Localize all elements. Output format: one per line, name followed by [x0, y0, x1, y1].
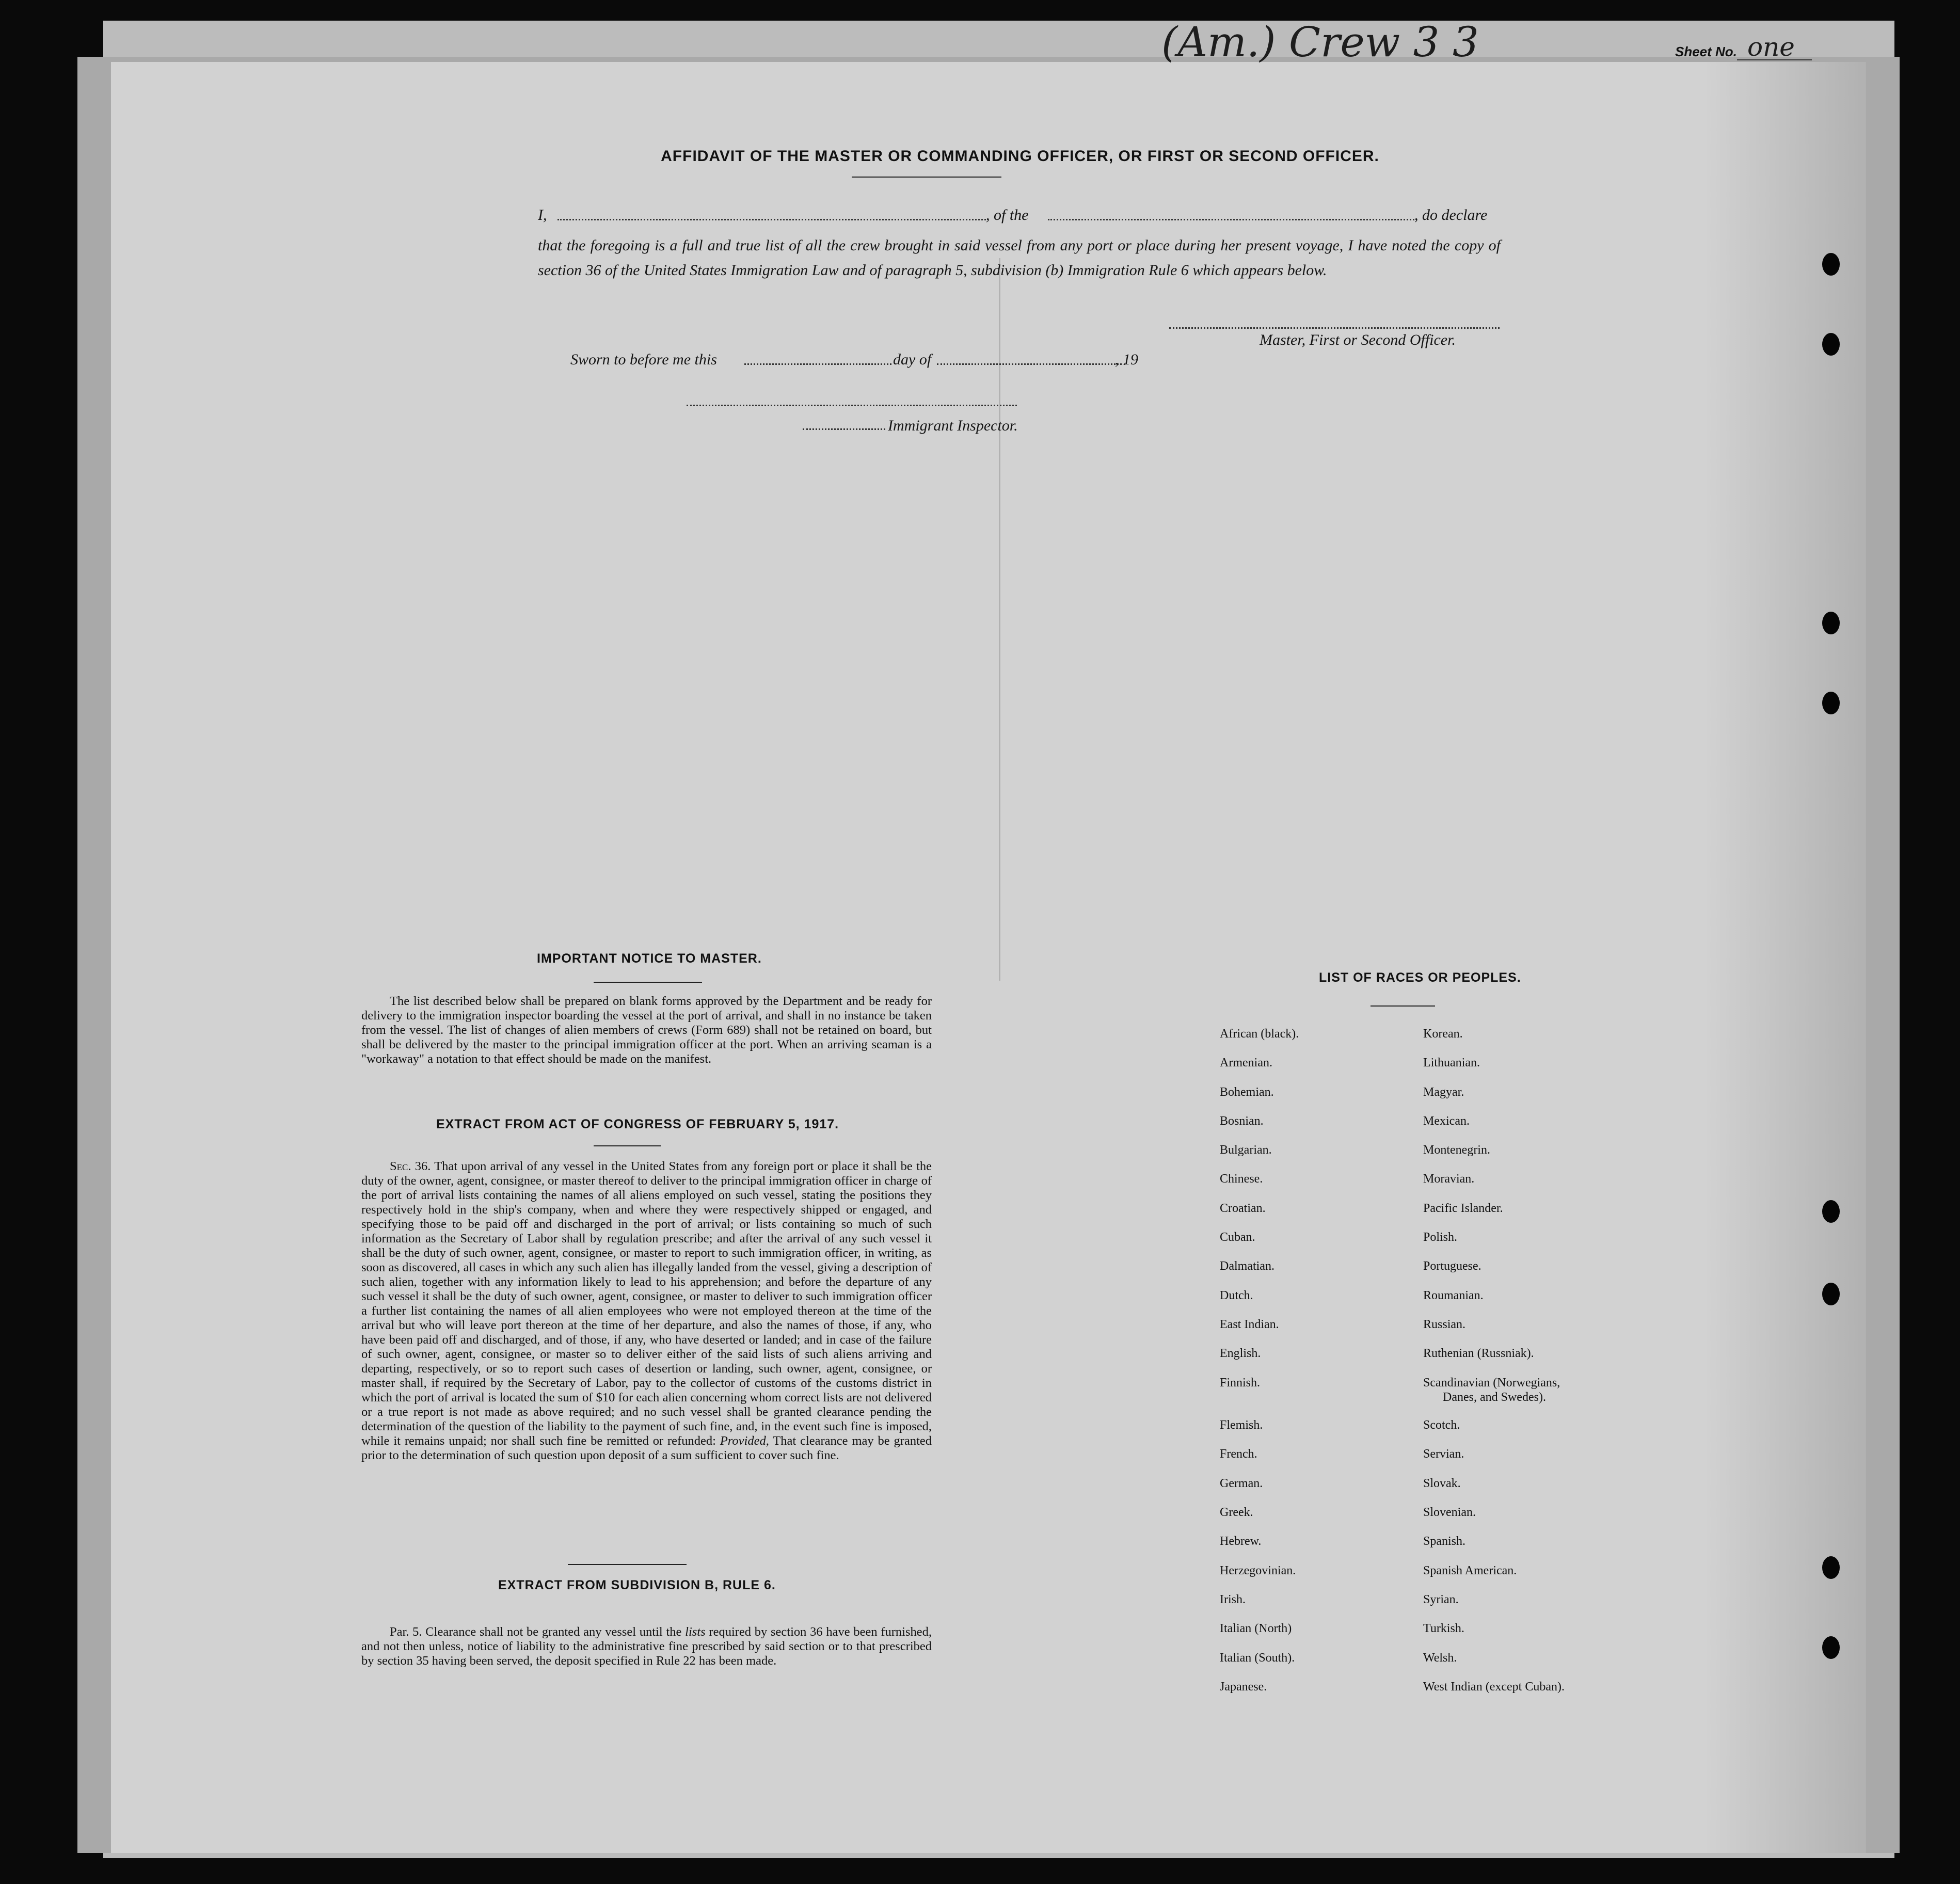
sworn-label: Sworn to before me this — [570, 351, 717, 368]
par-5-text-a: Clearance shall not be granted any vessel until the — [425, 1625, 682, 1639]
race-item: Flemish. — [1220, 1418, 1263, 1432]
race-item: Armenian. — [1220, 1056, 1272, 1069]
race-item: Chinese. — [1220, 1172, 1263, 1186]
race-item: Korean. — [1423, 1027, 1463, 1041]
sheet-number-underline — [1737, 59, 1812, 60]
race-item: Spanish. — [1423, 1535, 1466, 1548]
punch-hole — [1822, 333, 1840, 356]
race-item: Syrian. — [1423, 1593, 1459, 1606]
race-item: Welsh. — [1423, 1651, 1457, 1665]
punch-hole — [1822, 1200, 1840, 1223]
race-item: Roumanian. — [1423, 1289, 1484, 1302]
handwritten-crew-note: (Am.) Crew 3 3 — [1161, 18, 1479, 66]
race-item: Slovak. — [1423, 1477, 1461, 1490]
day-of-label: day of — [893, 351, 932, 368]
race-item: West Indian (except Cuban). — [1423, 1680, 1565, 1694]
form-page — [111, 62, 1866, 1853]
notice-title: IMPORTANT NOTICE TO MASTER. — [537, 951, 762, 966]
affidavit-title: AFFIDAVIT OF THE MASTER OR COMMANDING OFFICER, OR FIRST OR SECOND OFFICER. — [661, 148, 1379, 165]
race-item: African (black). — [1220, 1027, 1299, 1041]
act-extract-rule — [594, 1145, 661, 1146]
affidavit-body: that the foregoing is a full and true list of all the crew brought in said vessel from any port or place during her present voyage, I have noted the copy of section 36 of the United States Immigration Law and of paragraph 5, subdivision (b) Immigration Rule 6 which appears below. — [538, 237, 1501, 279]
race-item: Scotch. — [1423, 1418, 1460, 1432]
race-item: Bulgarian. — [1220, 1143, 1272, 1157]
inspector-short-blank — [803, 428, 885, 430]
punch-hole — [1822, 612, 1840, 634]
race-item: Scandinavian (Norwegians, — [1423, 1376, 1560, 1390]
race-item: Turkish. — [1423, 1622, 1464, 1635]
race-item: Italian (North) — [1220, 1622, 1292, 1635]
sheet-number-value: one — [1747, 32, 1795, 62]
punch-hole — [1822, 1283, 1840, 1305]
name-blank[interactable] — [557, 219, 986, 220]
par-5-lists: lists — [685, 1625, 706, 1639]
race-item: Ruthenian (Russniak). — [1423, 1347, 1534, 1360]
rule-extract-rule — [568, 1564, 687, 1565]
affidavit-declare-label: , do declare — [1414, 206, 1488, 223]
race-item: Portuguese. — [1423, 1259, 1481, 1273]
sworn-month-blank[interactable] — [937, 363, 1125, 365]
race-item: Herzegovinian. — [1220, 1564, 1296, 1577]
race-item: English. — [1220, 1347, 1261, 1360]
sheet-number-label: Sheet No. — [1675, 44, 1737, 59]
race-item: Finnish. — [1220, 1376, 1261, 1390]
rule-extract-title: EXTRACT FROM SUBDIVISION B, RULE 6. — [498, 1578, 776, 1592]
inspector-label: Immigrant Inspector. — [888, 417, 1018, 434]
race-item: Danes, and Swedes). — [1443, 1391, 1546, 1404]
race-item: Dutch. — [1220, 1289, 1253, 1302]
punch-hole — [1822, 692, 1840, 714]
page-shadow — [1703, 62, 1866, 1853]
notice-body: The list described below shall be prepared on blank forms approved by the Department and be ready for delivery to the immigration inspector boarding the vessel at the port of arrival, and shall in no instance be taken from the vessel. The list of changes of alien members of crews (Form 689) shall not be retained on board, but shall be delivered by the master to the principal immigration officer at the port. When an arriving seaman is a "workaway" a notation to that effect should be made on the manifest. — [361, 994, 932, 1066]
proviso-text: That clearance may be granted prior to the determination of such question upon deposit of a sum sufficient to cover such fine. — [361, 1434, 932, 1462]
year-prefix: , 19 — [1115, 351, 1138, 368]
race-item: Mexican. — [1423, 1114, 1470, 1128]
race-item: Spanish American. — [1423, 1564, 1517, 1577]
race-item: East Indian. — [1220, 1318, 1279, 1331]
inspector-signature-blank[interactable] — [687, 405, 1017, 406]
race-item: Pacific Islander. — [1423, 1202, 1503, 1215]
race-item: German. — [1220, 1477, 1263, 1490]
race-item: Dalmatian. — [1220, 1259, 1274, 1273]
race-item: Greek. — [1220, 1506, 1253, 1519]
race-item: Irish. — [1220, 1593, 1246, 1606]
race-item: Russian. — [1423, 1318, 1466, 1331]
act-extract-body — [361, 1159, 932, 1463]
race-item: Bosnian. — [1220, 1114, 1264, 1128]
race-item: Montenegrin. — [1423, 1143, 1490, 1157]
race-item: Moravian. — [1423, 1172, 1475, 1186]
race-item: Servian. — [1423, 1447, 1464, 1461]
title-rule — [852, 177, 1001, 178]
punch-hole — [1822, 1636, 1840, 1659]
race-item: Hebrew. — [1220, 1535, 1262, 1548]
sec-36-label: Sec. 36. — [390, 1159, 431, 1173]
race-item: Croatian. — [1220, 1202, 1266, 1215]
notice-rule — [594, 982, 702, 983]
center-fold — [999, 258, 1000, 981]
race-item: Italian (South). — [1220, 1651, 1295, 1665]
rule-extract-body — [361, 1625, 932, 1668]
sworn-day-blank[interactable] — [744, 363, 891, 365]
officer-signature-blank[interactable] — [1169, 327, 1500, 329]
race-item: French. — [1220, 1447, 1257, 1461]
act-extract-title: EXTRACT FROM ACT OF CONGRESS OF FEBRUARY 5, 1917. — [436, 1117, 839, 1131]
sec-36-text: That upon arrival of any vessel in the United States from any foreign port or place it shall be the duty of the owner, agent, consignee, or master thereof to deliver to the principal immigration officer in charge of the port of arrival lists containing the names of all aliens employed on such vessel, stating the positions they respectively hold in the ship's company, when and where they were respectively shipped or engaged, and specifying those to be paid off and discharged in the port of arrival; or lists containing so much of such information as the Secretary of Labor shall by regulation prescribe; and after the arrival of any such vessel it shall be the duty of such owner, agent, consignee, or master to report to such immigration officer, in writing, as soon as discovered, all cases in which any such alien has illegally landed from the vessel, giving a description of such alien, together with any information likely to lead to his apprehension; and before the departure of any such vessel it shall be the duty of such owner, agent, consignee, or master to deliver to such immigration officer a further list containing the names of all alien employees who were not employed thereon at the time of the arrival but who will leave port thereon at the time of her departure, and also the names of those, if any, who have been paid off and discharged, and of those, if any, who have deserted or landed; and in case of the failure of such owner, agent, consignee, or master so to deliver either of the said lists of such aliens arriving and departing, respectively, or so to report such cases of desertion or landing, such owner, agent, consignee, or master shall, if required by the Secretary of Labor, pay to the collector of customs of the customs district in which the port of arrival is located the sum of $10 for each alien concerning whom correct lists are not delivered or a true report is not made as above required; and no such vessel shall be granted clearance pending the determination of the question of the liability to the payment of such fine, and, in the event such fine is imposed, while it remains unpaid; nor shall such fine be remitted or refunded: — [361, 1159, 932, 1448]
affidavit-i-label: I, — [538, 206, 547, 223]
race-item: Bohemian. — [1220, 1085, 1274, 1099]
vessel-blank[interactable] — [1048, 219, 1414, 220]
punch-hole — [1822, 1556, 1840, 1579]
race-item: Cuban. — [1220, 1231, 1255, 1244]
officer-label: Master, First or Second Officer. — [1260, 331, 1456, 348]
affidavit-of-the-label: , of the — [986, 206, 1029, 223]
races-title: LIST OF RACES OR PEOPLES. — [1319, 970, 1521, 985]
race-item: Lithuanian. — [1423, 1056, 1480, 1069]
punch-hole — [1822, 253, 1840, 276]
race-item: Japanese. — [1220, 1680, 1267, 1694]
race-item: Polish. — [1423, 1231, 1458, 1244]
par-5-text-b: required by section 36 have been furnished, and not then unless, notice of liability to the administrative fine prescribed by said section or to that prescribed by section 35 having been served, the deposit specified in Rule 22 has been made. — [361, 1625, 932, 1668]
proviso-label: Provided, — [720, 1434, 769, 1448]
par-5-label: Par. 5. — [390, 1625, 422, 1639]
race-item: Slovenian. — [1423, 1506, 1476, 1519]
races-rule — [1371, 1005, 1435, 1007]
race-item: Magyar. — [1423, 1085, 1464, 1099]
